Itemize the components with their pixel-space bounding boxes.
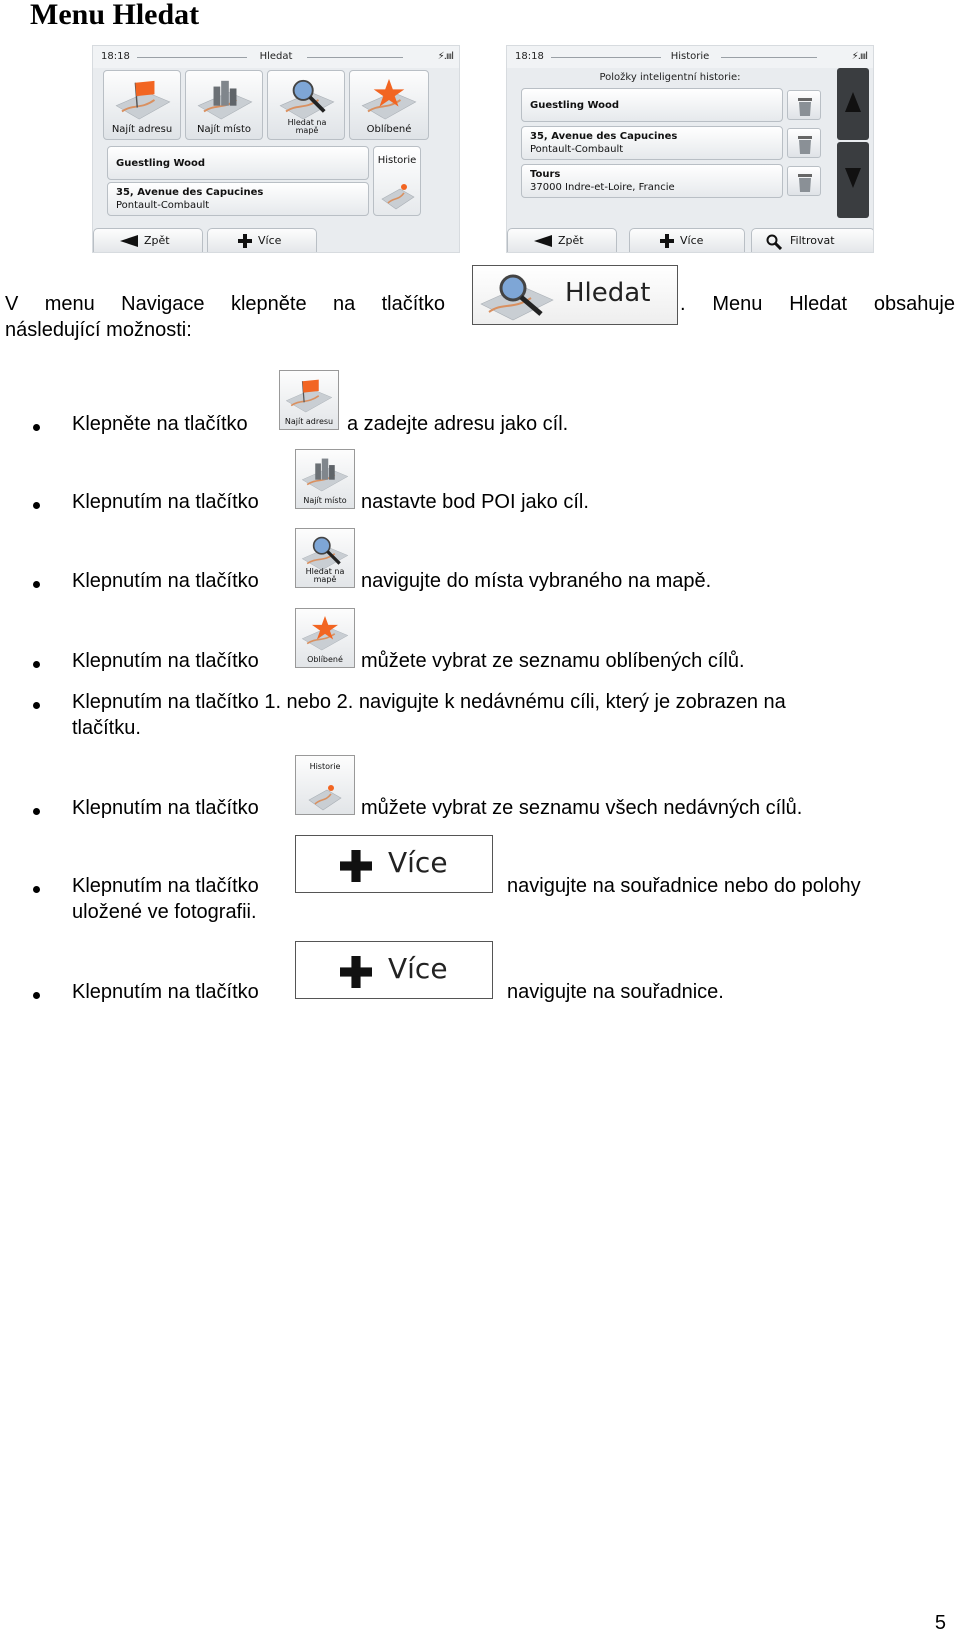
scroll-up-button[interactable] xyxy=(837,68,869,140)
screen-title: Historie xyxy=(670,51,710,62)
more-button[interactable]: Více xyxy=(207,228,317,252)
bullet-text: Klepnutím na tlačítko 1. nebo 2. navigujte k nedávnému cíli, který je zobrazen na xyxy=(72,691,786,713)
bullet-text: Klepnutím na tlačítko xyxy=(72,981,259,1003)
screen-title: Hledat xyxy=(259,51,293,62)
bullet xyxy=(33,661,40,668)
magnifier-icon xyxy=(477,270,557,322)
history-item-1[interactable] xyxy=(521,88,783,122)
tile-label: Najít místo xyxy=(196,124,252,135)
history-screenshot xyxy=(506,45,874,253)
clock: 18:18 xyxy=(515,51,544,62)
bullet-text: Klepnutím na tlačítko xyxy=(72,650,259,672)
bullet-text: tlačítku. xyxy=(72,717,141,739)
history-item-name: 35, Avenue des Capucines xyxy=(530,131,678,142)
history-map-icon xyxy=(306,774,344,812)
history-map-icon xyxy=(380,173,416,211)
history-header: Položky inteligentní historie: xyxy=(599,72,741,83)
delete-item-3-button[interactable] xyxy=(787,166,821,196)
bullet-text: a zadejte adresu jako cíl. xyxy=(347,413,569,435)
history-item-2[interactable] xyxy=(521,126,783,160)
history-label: Historie xyxy=(377,155,417,166)
plus-icon xyxy=(660,234,674,248)
history-button[interactable] xyxy=(373,146,421,216)
filter-button[interactable]: Filtrovat xyxy=(751,228,874,252)
icon-label: Najít místo xyxy=(303,496,347,505)
favorites-icon-button xyxy=(295,608,355,668)
bullet xyxy=(33,992,40,999)
plus-icon xyxy=(340,850,372,882)
icon-label: Více xyxy=(388,846,448,879)
bullet-text: Klepnutím na tlačítko xyxy=(72,797,259,819)
intro-text-1: V menu Navigace klepněte na tlačítko xyxy=(5,293,445,315)
bullet xyxy=(33,581,40,588)
tile-label: Oblíbené xyxy=(366,124,412,135)
bullet-text: Klepnutím na tlačítko xyxy=(72,491,259,513)
signal-icon: ⚡.ıııl xyxy=(437,51,453,62)
history-item-name: Tours xyxy=(530,169,561,180)
intro-text-3: následující možnosti: xyxy=(5,319,192,341)
buildings-icon xyxy=(194,77,256,121)
favorites-button[interactable] xyxy=(349,70,429,140)
icon-label: Více xyxy=(388,952,448,985)
bullet xyxy=(33,502,40,509)
more-button-image xyxy=(295,835,493,893)
search-icon xyxy=(766,234,782,250)
back-button[interactable]: Zpět xyxy=(507,228,617,252)
recent-destination-2[interactable] xyxy=(107,182,369,216)
trash-icon xyxy=(797,134,813,154)
search-menu-screenshot xyxy=(92,45,460,253)
icon-label: Hledat na mapě xyxy=(305,567,345,584)
bullet-text: můžete vybrat ze seznamu oblíbených cílů. xyxy=(361,650,745,672)
recent-name: 35, Avenue des Capucines xyxy=(116,187,264,198)
more-button-image xyxy=(295,941,493,999)
find-place-icon-button xyxy=(295,449,355,509)
history-item-city: 37000 Indre-et-Loire, Francie xyxy=(530,182,675,193)
signal-icon: ⚡.ıııl xyxy=(851,51,867,62)
trash-icon xyxy=(797,96,813,116)
bullet-text: navigujte na souřadnice nebo do polohy xyxy=(507,875,861,897)
bullet-text: Klepnutím na tlačítko xyxy=(72,570,259,592)
clock: 18:18 xyxy=(101,51,130,62)
bullet xyxy=(33,886,40,893)
star-icon xyxy=(358,77,420,121)
more-button[interactable]: Více xyxy=(629,228,745,252)
back-arrow-icon xyxy=(120,235,138,247)
plus-icon xyxy=(340,956,372,988)
bullet-text: navigujte na souřadnice. xyxy=(507,981,724,1003)
recent-destination-1[interactable] xyxy=(107,146,369,180)
history-item-name: Guestling Wood xyxy=(530,100,620,111)
page-number: 5 xyxy=(934,1612,946,1634)
status-bar xyxy=(93,46,459,68)
delete-item-1-button[interactable] xyxy=(787,90,821,120)
hledat-label: Hledat xyxy=(565,278,651,308)
arrow-up-icon xyxy=(845,92,861,112)
find-on-map-button[interactable] xyxy=(267,70,345,140)
history-item-3[interactable] xyxy=(521,164,783,198)
arrow-down-icon xyxy=(845,168,861,188)
tile-label: Hledat na mapě xyxy=(287,118,327,135)
icon-label: Historie xyxy=(309,762,341,771)
bullet xyxy=(33,702,40,709)
bullet xyxy=(33,424,40,431)
find-on-map-icon-button xyxy=(295,528,355,588)
bottom-bar xyxy=(507,228,873,252)
intro-text-2: . Menu Hledat obsahuje xyxy=(680,293,955,315)
tile-label: Najít adresu xyxy=(111,124,173,135)
bottom-bar xyxy=(93,228,459,252)
find-address-icon-button xyxy=(279,370,339,430)
recent-name: Guestling Wood xyxy=(116,158,206,169)
history-icon-button xyxy=(295,755,355,815)
hledat-button-image xyxy=(472,265,678,325)
history-item-city: Pontault-Combault xyxy=(530,144,624,155)
recent-city: Pontault-Combault xyxy=(116,200,210,211)
plus-icon xyxy=(238,234,252,248)
flag-icon xyxy=(283,373,335,417)
find-place-button[interactable] xyxy=(185,70,263,140)
icon-label: Najít adresu xyxy=(284,417,334,426)
bullet-text: Klepnutím na tlačítko xyxy=(72,875,259,897)
bullet xyxy=(33,808,40,815)
bullet-text: Klepněte na tlačítko xyxy=(72,413,248,435)
delete-item-2-button[interactable] xyxy=(787,128,821,158)
icon-label: Oblíbené xyxy=(307,655,343,664)
bullet-text: uložené ve fotografii. xyxy=(72,901,257,923)
page-title: Menu Hledat xyxy=(30,0,200,31)
bullet-text: můžete vybrat ze seznamu všech nedávných cílů. xyxy=(361,797,803,819)
flag-icon xyxy=(112,77,174,121)
scroll-down-button[interactable] xyxy=(837,142,869,218)
magnifier-icon xyxy=(276,77,338,121)
bullet-text: navigujte do místa vybraného na mapě. xyxy=(361,570,712,592)
back-arrow-icon xyxy=(534,235,552,247)
trash-icon xyxy=(797,172,813,192)
find-address-button[interactable] xyxy=(103,70,181,140)
buildings-icon xyxy=(299,452,351,496)
status-bar xyxy=(507,46,873,68)
star-icon xyxy=(299,611,351,655)
back-button[interactable]: Zpět xyxy=(93,228,203,252)
bullet-text: nastavte bod POI jako cíl. xyxy=(361,491,589,513)
